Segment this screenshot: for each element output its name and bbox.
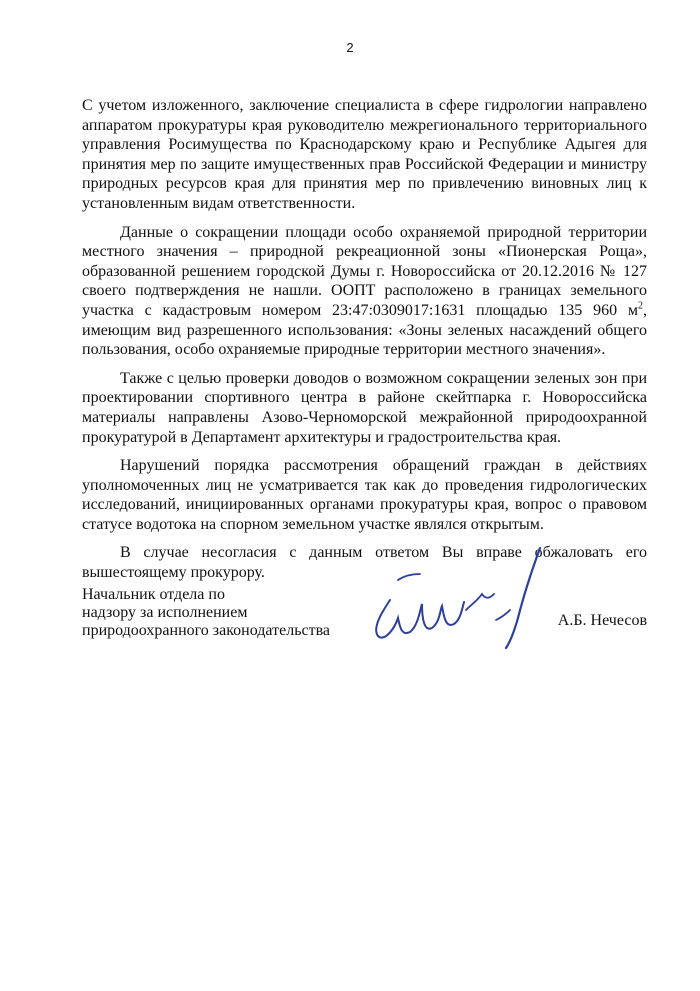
letter-body [82,96,647,592]
paragraph-conclusion: С учетом изложенного, заключение специалиста в сфере гидрологии направлено аппаратом прокуратуры края руководителю межрегионального территориального управления Росимущества по Краснодарскому краю и Республике Адыгея для принятия мер по защите имущественных прав Российской Федерации и министру природных ресурсов края для принятия мер по привлечению виновных лиц к установленным видам ответственности. [82,97,647,212]
paragraph-appeal: В случае несогласия с данным ответом Вы вправе обжаловать его вышестоящему прокурору. [82,544,647,582]
signatory-title [82,586,330,640]
paragraph-protected-area-main: Данные о сокращении площади особо охраняемой природной территории местного значения – природной рекреационной зоны «Пионерская Роща», образованной решением городской Думы г. Новороссийска от 20.12.2016 № 127 своего подтверждения не нашли. ООПТ расположено в границах земельного участка с кадастровым номером 23:47:0309017:1631 площадью 135 960 м [82,223,647,319]
paragraph-no-violations: Нарушений порядка рассмотрения обращений граждан в действиях уполномоченных лиц не усматривается так как до проведения гидрологических исследований, инициированных органами прокуратуры края, вопрос о правовом статусе водотока на спорном земельном участке являлся открытым. [82,457,647,533]
signatory-name: А.Б. Нечесов [557,612,647,629]
paragraph-protected-area-tail: , имеющим вид разрешенного использования: «Зоны зеленых насаждений общего пользования, особо охраняемые природные территории местного значения». [82,301,647,359]
signatory-title-line: Начальник отдела по [82,586,225,603]
paragraph-protected-area [82,223,647,360]
paragraph-green-zones: Также с целью проверки доводов о возможном сокращении зеленых зон при проектировании спортивного центра в районе скейтпарка г. Новороссийска материалы направлены Азово-Черноморской межрайонной природоохранной прокуратурой в Департамент архитектуры и градостроительства края. [82,369,647,446]
area-unit-superscript: 2 [638,300,643,312]
signatory-title-line: природоохранного законодательства [82,622,331,639]
handwritten-signature [360,540,560,660]
signatory-title-line: надзору за исполнением [82,604,248,621]
page-number: 2 [346,40,354,55]
